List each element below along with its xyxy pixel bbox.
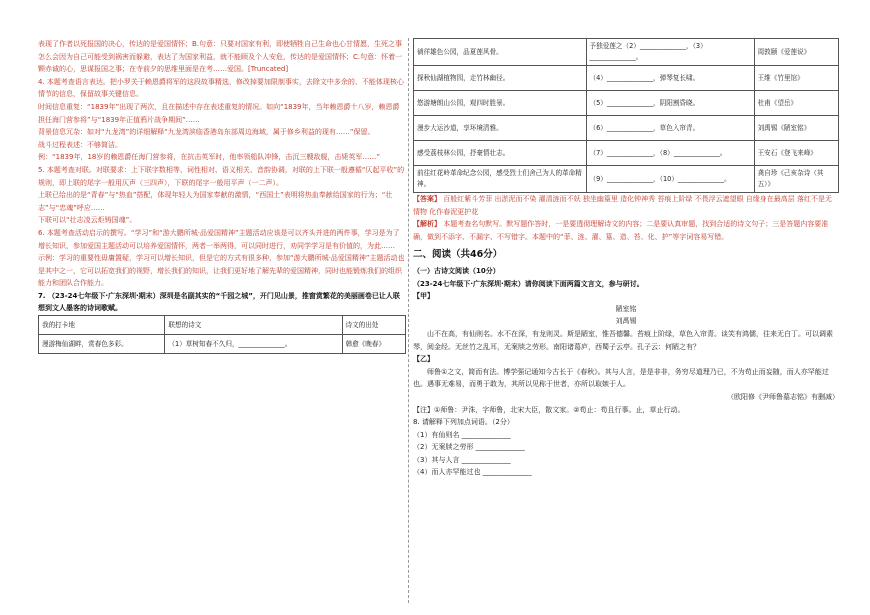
poem-title: 陋室铭 xyxy=(615,304,637,313)
table-cell: （9）______________，（10）______________。 xyxy=(586,166,754,193)
question-8-item: （4）而人亦罕能过也 ______________ xyxy=(413,468,532,477)
table-row xyxy=(414,116,839,141)
answer-line: 示例：学习的重要性毋庸置疑，学习可以增长知识，但是它的方式有很多种，参加“游大鹏所城·品爱国精神”主题活动也是其中之一，它可以拓宽我们的视野，增长我们的知识，让我们更好地了解先辈的爱国精神，同时也能锻炼我们的组织能力和团队合作能力。 xyxy=(38,254,405,288)
table-cell: 漫游梅仙湖畔，赏春色多彩。 xyxy=(39,335,165,354)
table-cell: 龚自珍《己亥杂诗（其五）》 xyxy=(754,166,838,193)
question-8-item: （2）无案牍之劳形 ______________ xyxy=(413,443,525,452)
table-cell: （6）______________，草色入帘青。 xyxy=(586,116,754,141)
part-jia-label: 【甲】 xyxy=(413,292,434,301)
poetry-table-right xyxy=(413,38,839,193)
table-cell: 韩愈《晚春》 xyxy=(342,335,406,354)
subsection-title: （一）古诗文阅读（10分） xyxy=(413,266,500,275)
analysis-paragraph: 4. 本题考查语言表达。把小罗关于赖恩爵将军的这段故事精选，修改掉要加限制事实，去除文中多余的、不能体现核心情节的信息，保留故事关键信息。 xyxy=(38,77,404,99)
table-cell: 探秋仙湖植物园，走竹林幽径。 xyxy=(414,66,587,91)
yi-source: （欧阳修《尹师鲁墓志铭》有删减） xyxy=(727,392,839,401)
table-cell: 刘禹锡《陋室铭》 xyxy=(754,116,838,141)
note: 【注】①师鲁：尹洙，字师鲁，北宋大臣，散文家。②苟止：苟且行事。止，草止行动。 xyxy=(413,405,685,414)
section-title: 二、阅读（共46分） xyxy=(413,249,503,261)
analysis-text: 本题考查名句默写。默写题作答时，一是要透彻理解诗文的内容；二是要认真审题，找到合适的诗文句子；三是答题内容要准确，做到不添字、不漏字、不写错字。本题中的“菲、涟、濯、篁、造、苔、化、护”等字词容易写错。 xyxy=(413,220,829,241)
table-row xyxy=(414,66,839,91)
table-row xyxy=(39,335,406,354)
table-row xyxy=(414,141,839,166)
answers-text: 百般红紫斗芳菲 出淤泥而不染 濯清涟而不妖 独坐幽篁里 造化钟神秀 苔痕上阶绿 不畏浮云遮望眼 自缘身在最高层 落红不是无情物 化作春泥更护花 xyxy=(413,195,833,216)
right-column xyxy=(413,38,839,603)
table-cell: （1）草树知春不久归，______________。 xyxy=(165,335,342,354)
table-cell: 悠游塘朗山公园，观四时胜景。 xyxy=(414,91,587,116)
table-header: 我的打卡地 xyxy=(39,316,165,335)
analysis-block xyxy=(413,218,839,243)
poem-author: 刘禹锡 xyxy=(615,317,637,326)
answer-line: 5. 本题考查对联。对联要求：上下联字数相等、词性相对、语义相关、音韵协调，对联的上下联一般遵循“仄起平收”的规则，即上联的尾字一般用仄声（三四声），下联的尾字一般用平声（一二声）。 xyxy=(38,165,405,187)
source-line: （23-24七年级下·广东深圳·期末）请你阅读下面两篇文言文，参与研讨。 xyxy=(413,279,644,288)
column-divider xyxy=(408,38,409,603)
part-yi-label: 【乙】 xyxy=(413,355,434,364)
question-8-item: （1）有仙则名 ______________ xyxy=(413,430,511,439)
question-8-item: （3）其与人言 ______________ xyxy=(413,455,511,464)
yi-text: 师鲁①之文，简而有法。博学强记通知今古长于《春秋》。其与人言，是是非非，务穷尽道理乃已，不为苟止而妄随，而人亦罕能过也。遇事无难易，而勇于敢为，其所以见称于世者，亦所以取嫉于人。 xyxy=(413,367,829,389)
answer-line: 下联可以“壮志凌云炬铸国魂”。 xyxy=(38,216,137,225)
table-header-row xyxy=(39,316,406,335)
table-row xyxy=(414,91,839,116)
question-7: 7. （23-24七年级下·广东深圳·期末）深圳是名副其实的“千园之城”，开门见山景，推窗赏繁花的美丽画卷已让人联想到文人墨客的诗词歌赋。 xyxy=(38,291,400,313)
table-cell: 杜甫《望岳》 xyxy=(754,91,838,116)
analysis-paragraph: 表现了作者以死报国的决心，传达的是爱国情怀；B.句意：只要对国家有利，即使牺牲自己生命也心甘情愿，生死之事怎么会因为自己可能受到祸害而躲避，表达了为国家利益，就不能顾及个人安危，传达的是爱国情怀；C.句意：怀着一颗赤诚的心，思谋报国之事；在寺前夕的思维里面是在考……爱国。[Truncated] xyxy=(38,40,403,74)
table-cell: 感受荔枝林公园，抒豪情壮志。 xyxy=(414,141,587,166)
table-cell: 予独爱莲之（2）______________，（3）______________。 xyxy=(586,39,754,66)
table-row xyxy=(414,39,839,66)
table-cell: 徜徉雄色公园，品夏莲风骨。 xyxy=(414,39,587,66)
table-cell: 王维《竹里馆》 xyxy=(754,66,838,91)
table-row xyxy=(414,166,839,193)
poem-text: 山不在高，有仙则名。水不在深，有龙则灵。斯是陋室，惟吾德馨。苔痕上阶绿，草色入帘青。谈笑有鸿儒，往来无白丁。可以调素琴，阅金经。无丝竹之乱耳，无案牍之劳形。南阳诸葛庐，西蜀子云亭。孔子云：何陋之有？ xyxy=(413,329,833,351)
answers-block xyxy=(413,193,839,218)
table-cell: 漫步大运沙道，享环境清雅。 xyxy=(414,116,587,141)
analysis-paragraph: 战斗过程表述：不够简洁。 xyxy=(38,140,122,149)
analysis-paragraph: 时间信息重复：“1839年”出现了两次，且在描述中存在表述重复的情况。如向“1839年，当年赖恩爵十八岁，赖恩爵担任海门营参将”与“1839年正值鸦片战争期间”…… xyxy=(38,102,400,124)
table-cell: （5）______________，阴阳割昏晓。 xyxy=(586,91,754,116)
answer-label: 【答案】 xyxy=(413,195,441,203)
table-header: 诗文的出处 xyxy=(342,316,406,335)
analysis-paragraph: 例：“1839年，18岁的赖恩爵任海门营参将，在抗击英军时，他率领船队冲锋，击沉三艘敌舰，击毙英军……” xyxy=(38,153,380,162)
table-cell: （4）______________，弹琴复长啸。 xyxy=(586,66,754,91)
left-column xyxy=(38,38,406,603)
answer-line: 6. 本题考查活动启示的撰写。“学习”和“游大鹏所城·品爱国精神”主题活动应该是可以齐头并进的两件事，学习是为了增长知识，参加爱国主题活动可以培养爱国情怀，两者一举两得，可以同时进行，劝同学学习是有价值的，为此…… xyxy=(38,228,400,250)
table-cell: 王安石《登飞来峰》 xyxy=(754,141,838,166)
poetry-table-left xyxy=(38,315,406,354)
analysis-label: 【解析】 xyxy=(413,220,441,229)
table-cell: 前往红花岭革命纪念公园，感受烈士们舍己为人的革命精神。 xyxy=(414,166,587,193)
table-header: 联想的诗文 xyxy=(165,316,342,335)
table-cell: 周敦颐《爱莲说》 xyxy=(754,39,838,66)
answer-line: 上联已给出的是“青春”与“热血”搭配，体现年轻人为国家奉献的激情，“西国土”表明将热血奉献给国家的行为；“壮志”与“忠魂”呼应…… xyxy=(38,191,393,212)
question-8-title: 8. 请解释下列加点词语。（2分） xyxy=(413,418,514,427)
analysis-paragraph: 背景信息冗杂：如对“九龙湾”的详细解释“九龙湾滨临香港岛东部周边海域，属于修乡利益的现有……”保留。 xyxy=(38,128,375,137)
table-cell: （7）______________，（8）______________。 xyxy=(586,141,754,166)
